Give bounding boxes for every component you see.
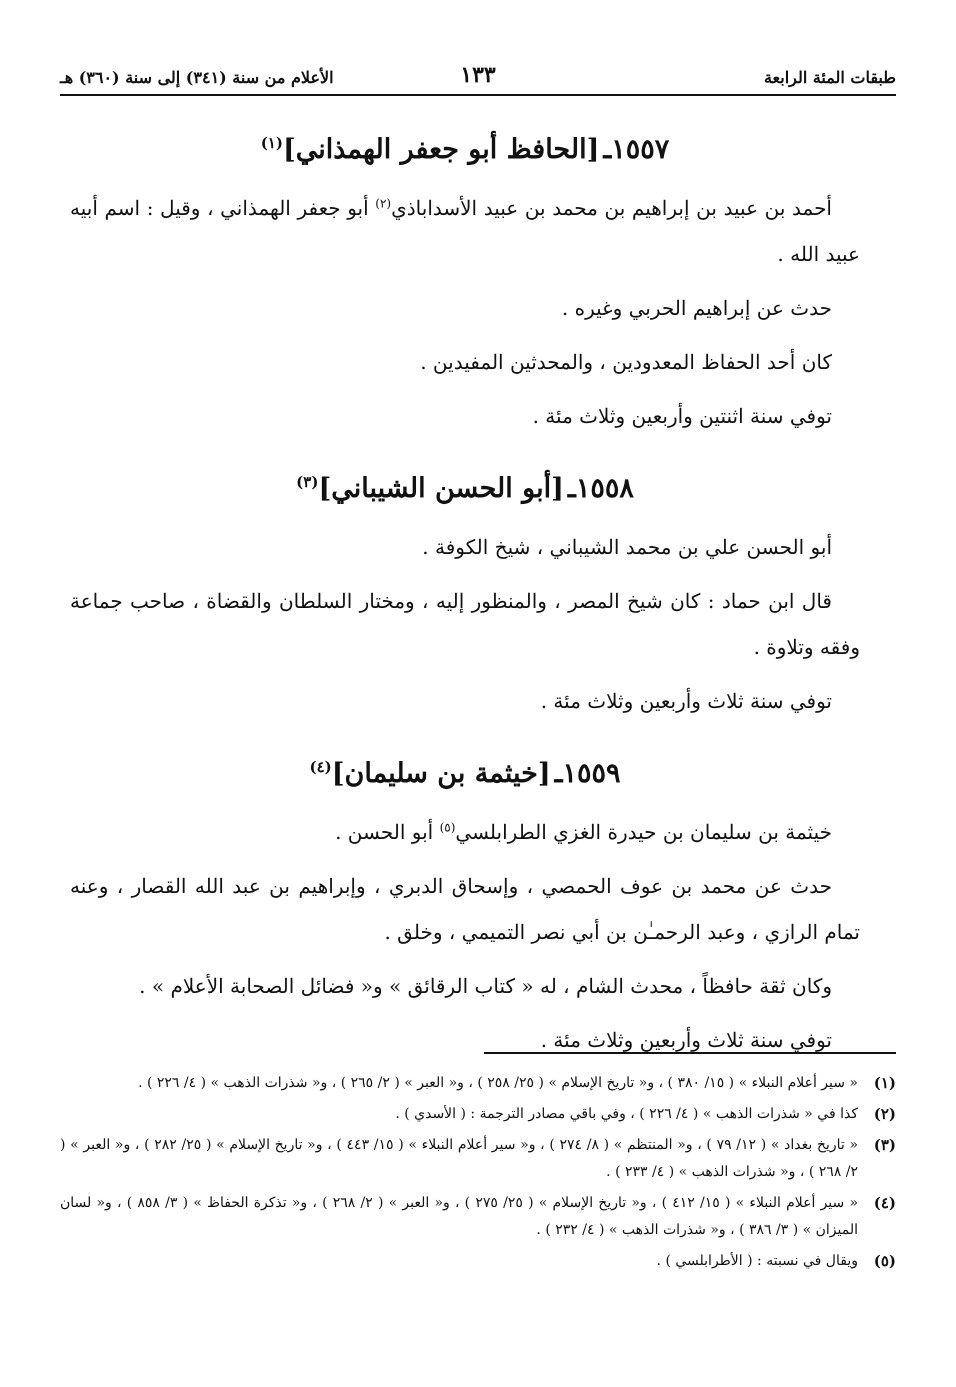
footnote-text: « سير أعلام النبلاء » ( ١٥/ ٣٨٠ ) ، و« تاريخ الإسلام » ( ٢٥/ ٢٥٨ ) ، و« العبر » ( ٢/ ٢٦٥ ) ، و« شذرات الذهب » ( ٤/ ٢٢٦ ) . bbox=[138, 1075, 858, 1091]
footnote-number: (٣) bbox=[873, 1136, 896, 1154]
paragraph-text: توفي سنة ثلاث وأربعين وثلاث مئة . bbox=[540, 1028, 832, 1052]
paragraph bbox=[70, 524, 860, 570]
footnote-text: « تاريخ بغداد » ( ١٢/ ٧٩ ) ، و« المنتظم » ( ٨/ ٢٧٤ ) ، و« سير أعلام النبلاء » ( ١٥/ ٤٤٣ ) ، و« تاريخ الإسلام » ( ٢٥/ ٢٨٢ ) ، و« العبر » ( ٢/ ٢٦٨ ) ، و« شذرات الذهب » ( ٤/ ٢٣٣ ) . bbox=[60, 1137, 859, 1180]
footnote bbox=[60, 1248, 896, 1275]
biography-entry bbox=[70, 122, 860, 439]
footnote-ref: (٢) bbox=[375, 196, 392, 211]
entry-number: ١٥٥٨ـ bbox=[567, 473, 634, 504]
footnote bbox=[60, 1070, 896, 1097]
running-header bbox=[60, 62, 896, 96]
paragraph bbox=[70, 185, 860, 277]
header-date-range: الأعلام من سنة (٣٤١) إلى سنة (٣٦٠) هـ bbox=[60, 68, 334, 87]
footnote bbox=[60, 1190, 896, 1244]
paragraph bbox=[70, 863, 860, 955]
footnote-number: (١) bbox=[873, 1074, 896, 1092]
paragraph bbox=[70, 578, 860, 670]
biography-entry bbox=[70, 746, 860, 1063]
footnotes bbox=[60, 1070, 896, 1279]
paragraph-text: أبو جعفر الهمذاني ، وقيل : اسم أبيه عبيد الله . bbox=[70, 196, 860, 266]
footnote-number: (٤) bbox=[873, 1194, 896, 1212]
paragraph-text: أحمد بن عبيد بن إبراهيم بن محمد بن عبيد الأسداباذي bbox=[391, 196, 832, 220]
paragraph-text: أبو الحسن . bbox=[335, 820, 440, 844]
footnote-ref: (١) bbox=[260, 134, 283, 152]
paragraph bbox=[70, 339, 860, 385]
paragraph-text: خيثمة بن سليمان بن حيدرة الغزي الطرابلسي bbox=[455, 820, 832, 844]
footnote-ref: (٥) bbox=[439, 820, 456, 835]
paragraph bbox=[70, 393, 860, 439]
main-text bbox=[70, 122, 860, 1085]
footnote-separator bbox=[484, 1052, 896, 1054]
footnote-ref: (٣) bbox=[296, 473, 319, 491]
paragraph bbox=[70, 1017, 860, 1063]
paragraph-text: أبو الحسن علي بن محمد الشيباني ، شيخ الكوفة . bbox=[422, 535, 832, 559]
paragraph bbox=[70, 809, 860, 855]
footnote bbox=[60, 1101, 896, 1128]
paragraph-text: توفي سنة ثلاث وأربعين وثلاث مئة . bbox=[540, 689, 832, 713]
entry-number: ١٥٥٧ـ bbox=[603, 134, 670, 165]
entry-heading bbox=[70, 746, 860, 795]
entry-title: [أبو الحسن الشيباني] bbox=[318, 473, 564, 504]
paragraph-text: حدث عن إبراهيم الحربي وغيره . bbox=[561, 296, 832, 320]
footnote bbox=[60, 1132, 896, 1186]
footnote-number: (٥) bbox=[873, 1252, 896, 1270]
footnote-text: « سير أعلام النبلاء » ( ١٥/ ٤١٢ ) ، و« تاريخ الإسلام » ( ٢٥/ ٢٧٥ ) ، و« العبر » ( ٢/ ٢٦٨ ) ، و« تذكرة الحفاظ » ( ٣/ ٨٥٨ ) ، و« لسان الميزان » ( ٣/ ٣٨٦ ) ، و« شذرات الذهب » ( ٤/ ٢٣٢ ) . bbox=[60, 1195, 859, 1238]
entry-title: [خيثمة بن سليمان] bbox=[331, 758, 551, 789]
paragraph-text: حدث عن محمد بن عوف الحمصي ، وإسحاق الدبري ، وإبراهيم بن عبد الله القصار ، وعنه تمام الرازي ، وعبد الرحمـٰن بن أبي نصر التميمي ، وخلق . bbox=[70, 874, 860, 944]
paragraph bbox=[70, 963, 860, 1009]
footnote-text: ويقال في نسبته : ( الأطرابلسي ) . bbox=[656, 1253, 858, 1269]
entry-title: [الحافظ أبو جعفر الهمذاني] bbox=[282, 134, 600, 165]
paragraph-text: وكان ثقة حافظاً ، محدث الشام ، له « كتاب الرقائق » و« فضائل الصحابة الأعلام » . bbox=[139, 974, 832, 998]
biography-entry bbox=[70, 461, 860, 724]
paragraph-text: توفي سنة اثنتين وأربعين وثلاث مئة . bbox=[532, 404, 832, 428]
paragraph-text: قال ابن حماد : كان شيخ المصر ، والمنظور إليه ، ومختار السلطان والقضاة ، صاحب جماعة وفقه وتلاوة . bbox=[70, 589, 860, 659]
footnote-ref: (٤) bbox=[309, 758, 332, 776]
entry-heading bbox=[70, 461, 860, 510]
entry-heading bbox=[70, 122, 860, 171]
paragraph-text: كان أحد الحفاظ المعدودين ، والمحدثين المفيدين . bbox=[420, 350, 832, 374]
entry-number: ١٥٥٩ـ bbox=[554, 758, 621, 789]
footnote-text: كذا في « شذرات الذهب » ( ٤/ ٢٢٦ ) ، وفي باقي مصادر الترجمة : ( الأسدي ) . bbox=[395, 1106, 858, 1122]
header-section-title: طبقات المئة الرابعة bbox=[763, 68, 896, 87]
paragraph bbox=[70, 678, 860, 724]
page-number: ١٣٣ bbox=[460, 62, 496, 88]
paragraph bbox=[70, 285, 860, 331]
footnote-number: (٢) bbox=[873, 1105, 896, 1123]
